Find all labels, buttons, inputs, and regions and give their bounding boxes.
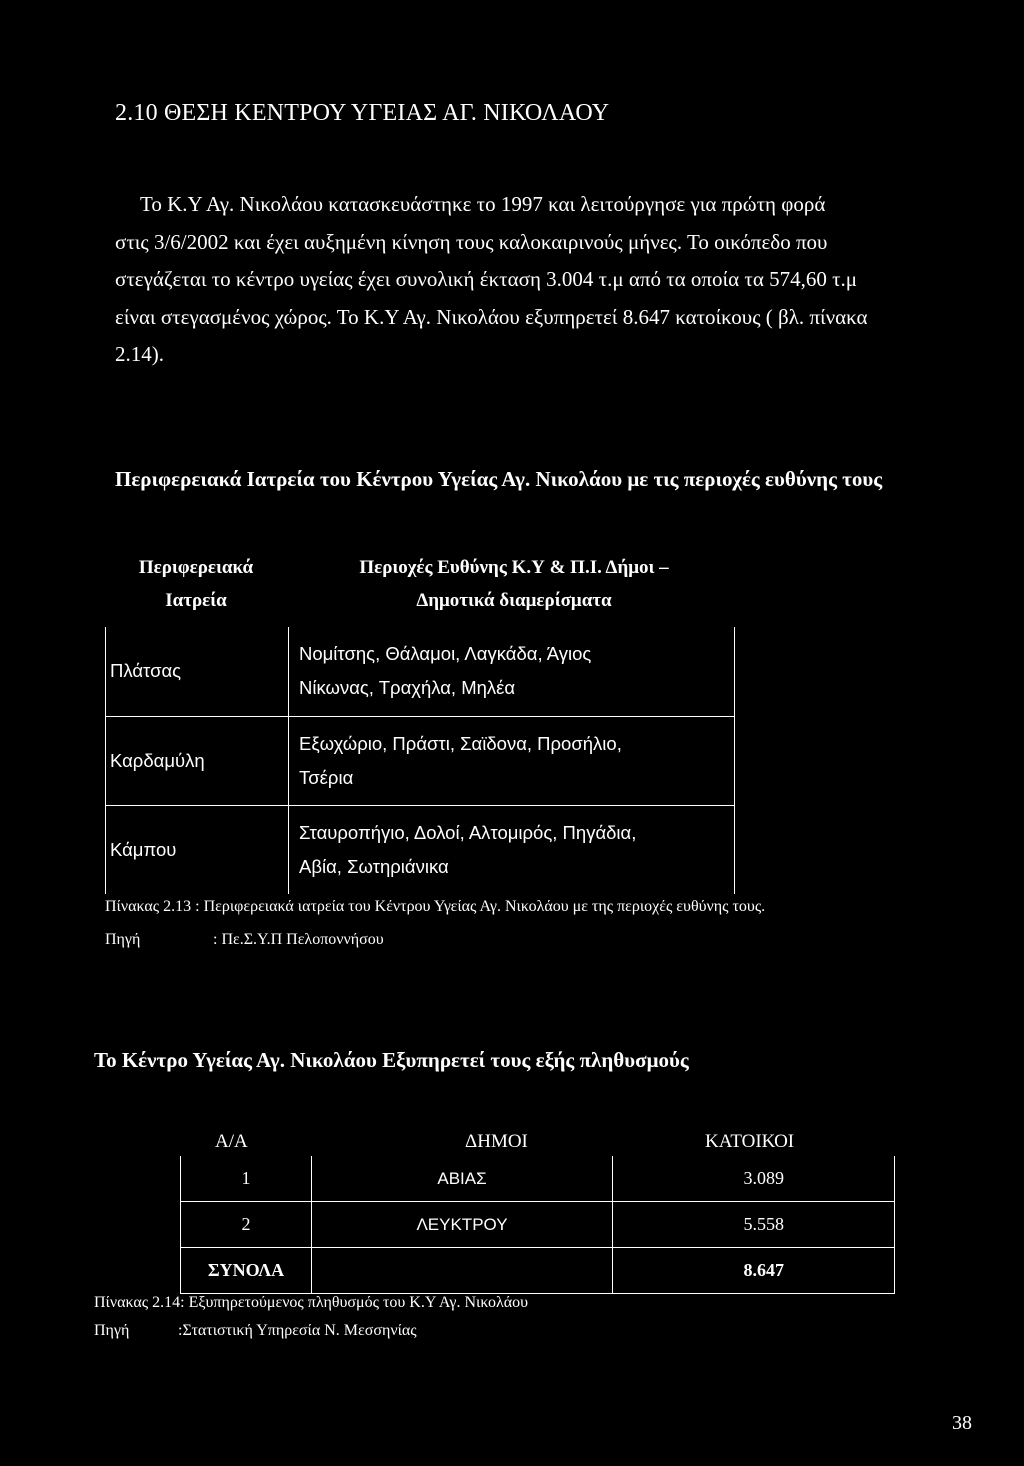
area-line: Σταυροπήγιο, Δολοί, Αλτομιρός, Πηγάδια, [299,821,637,843]
table2-source-value: :Στατιστική Υπηρεσία Ν. Μεσσηνίας [178,1322,417,1339]
table-row [106,805,735,894]
municipality-name: ΛΕΥΚΤΡΟΥ [312,1202,613,1248]
table1-header-clinics [118,551,274,617]
table1-title: Περιφερειακά Ιατρεία του Κέντρου Υγείας Αγ. Νικολάου με τις περιοχές ευθύνης τους [115,467,883,491]
table-row [181,1202,895,1248]
table2-header-aa: Α/Α [215,1131,248,1152]
paragraph-line: είναι στεγασμένος χώρος. Το Κ.Υ Αγ. Νικολάου εξυπηρετεί 8.647 κατοίκους ( βλ. πίνακα [115,304,868,329]
table1-source-value: : Πε.Σ.Υ.Π Πελοποννήσου [213,931,384,948]
area-line: Αβία, Σωτηριάνικα [299,855,449,877]
responsibility-areas [289,805,735,894]
paragraph-line: Το Κ.Υ Αγ. Νικολάου κατασκευάστηκε το 1997 και λειτούργησε για πρώτη φορά [140,192,826,216]
header-line: Ιατρεία [165,590,227,611]
table2-caption: Πίνακας 2.14: Εξυπηρετούμενος πληθυσμός του Κ.Υ Αγ. Νικολάου [94,1294,529,1311]
table-row [106,716,735,805]
table1-caption: Πίνακας 2.13 : Περιφερειακά ιατρεία του Κέντρου Υγείας Αγ. Νικολάου με της περιοχές ευθύνης τους. [105,898,766,915]
responsibility-areas [289,716,735,805]
total-empty-cell [312,1248,613,1294]
table-row [106,627,735,716]
paragraph-line: στις 3/6/2002 και έχει αυξημένη κίνηση τους καλοκαιρινούς μήνες. Το οικόπεδο που [115,229,828,254]
clinic-name: Καρδαμύλη [106,716,289,805]
population-table [180,1156,895,1294]
row-number: 2 [181,1202,312,1248]
residents-count: 5.558 [613,1202,895,1248]
total-label: ΣΥΝΟΛΑ [181,1248,312,1294]
clinic-name: Πλάτσας [106,627,289,716]
intro-paragraph [115,186,985,374]
header-line: Δημοτικά διαμερίσματα [416,590,612,611]
responsibility-areas [289,627,735,716]
table1-source-label: Πηγή [105,931,141,948]
table1-header-areas [318,551,710,617]
page-number: 38 [952,1412,972,1434]
table2-title: Το Κέντρο Υγείας Αγ. Νικολάου Εξυπηρετεί τους εξής πληθυσμούς [94,1048,689,1072]
table-row [181,1156,895,1202]
clinics-table [105,627,735,894]
total-value: 8.647 [613,1248,895,1294]
paragraph-line: 2.14). [115,342,164,366]
table2-header-municipality: ΔΗΜΟΙ [465,1131,528,1152]
area-line: Τσέρια [299,766,354,788]
header-line: Περιφερειακά [138,557,254,578]
row-number: 1 [181,1156,312,1202]
paragraph-line: στεγάζεται το κέντρο υγείας έχει συνολική έκταση 3.004 τ.μ από τα οποία τα 574,60 τ.μ [115,267,858,291]
total-row [181,1248,895,1294]
table2-source-label: Πηγή [94,1322,130,1339]
area-line: Νομίτσης, Θάλαμοι, Λαγκάδα, Άγιος [299,643,592,665]
area-line: Νίκωνας, Τραχήλα, Μηλέα [299,677,516,699]
municipality-name: ΑΒΙΑΣ [312,1156,613,1202]
header-line: Περιοχές Ευθύνης Κ.Υ & Π.Ι. Δήμοι – [359,557,669,578]
clinic-name: Κάμπου [106,805,289,894]
area-line: Εξωχώριο, Πράστι, Σαϊδονα, Προσήλιο, [299,732,622,754]
table2-header-residents: ΚΑΤΟΙΚΟΙ [705,1131,795,1152]
residents-count: 3.089 [613,1156,895,1202]
section-heading: 2.10 ΘΕΣΗ ΚΕΝΤΡΟΥ ΥΓΕΙΑΣ ΑΓ. ΝΙΚΟΛΑΟΥ [115,100,610,126]
